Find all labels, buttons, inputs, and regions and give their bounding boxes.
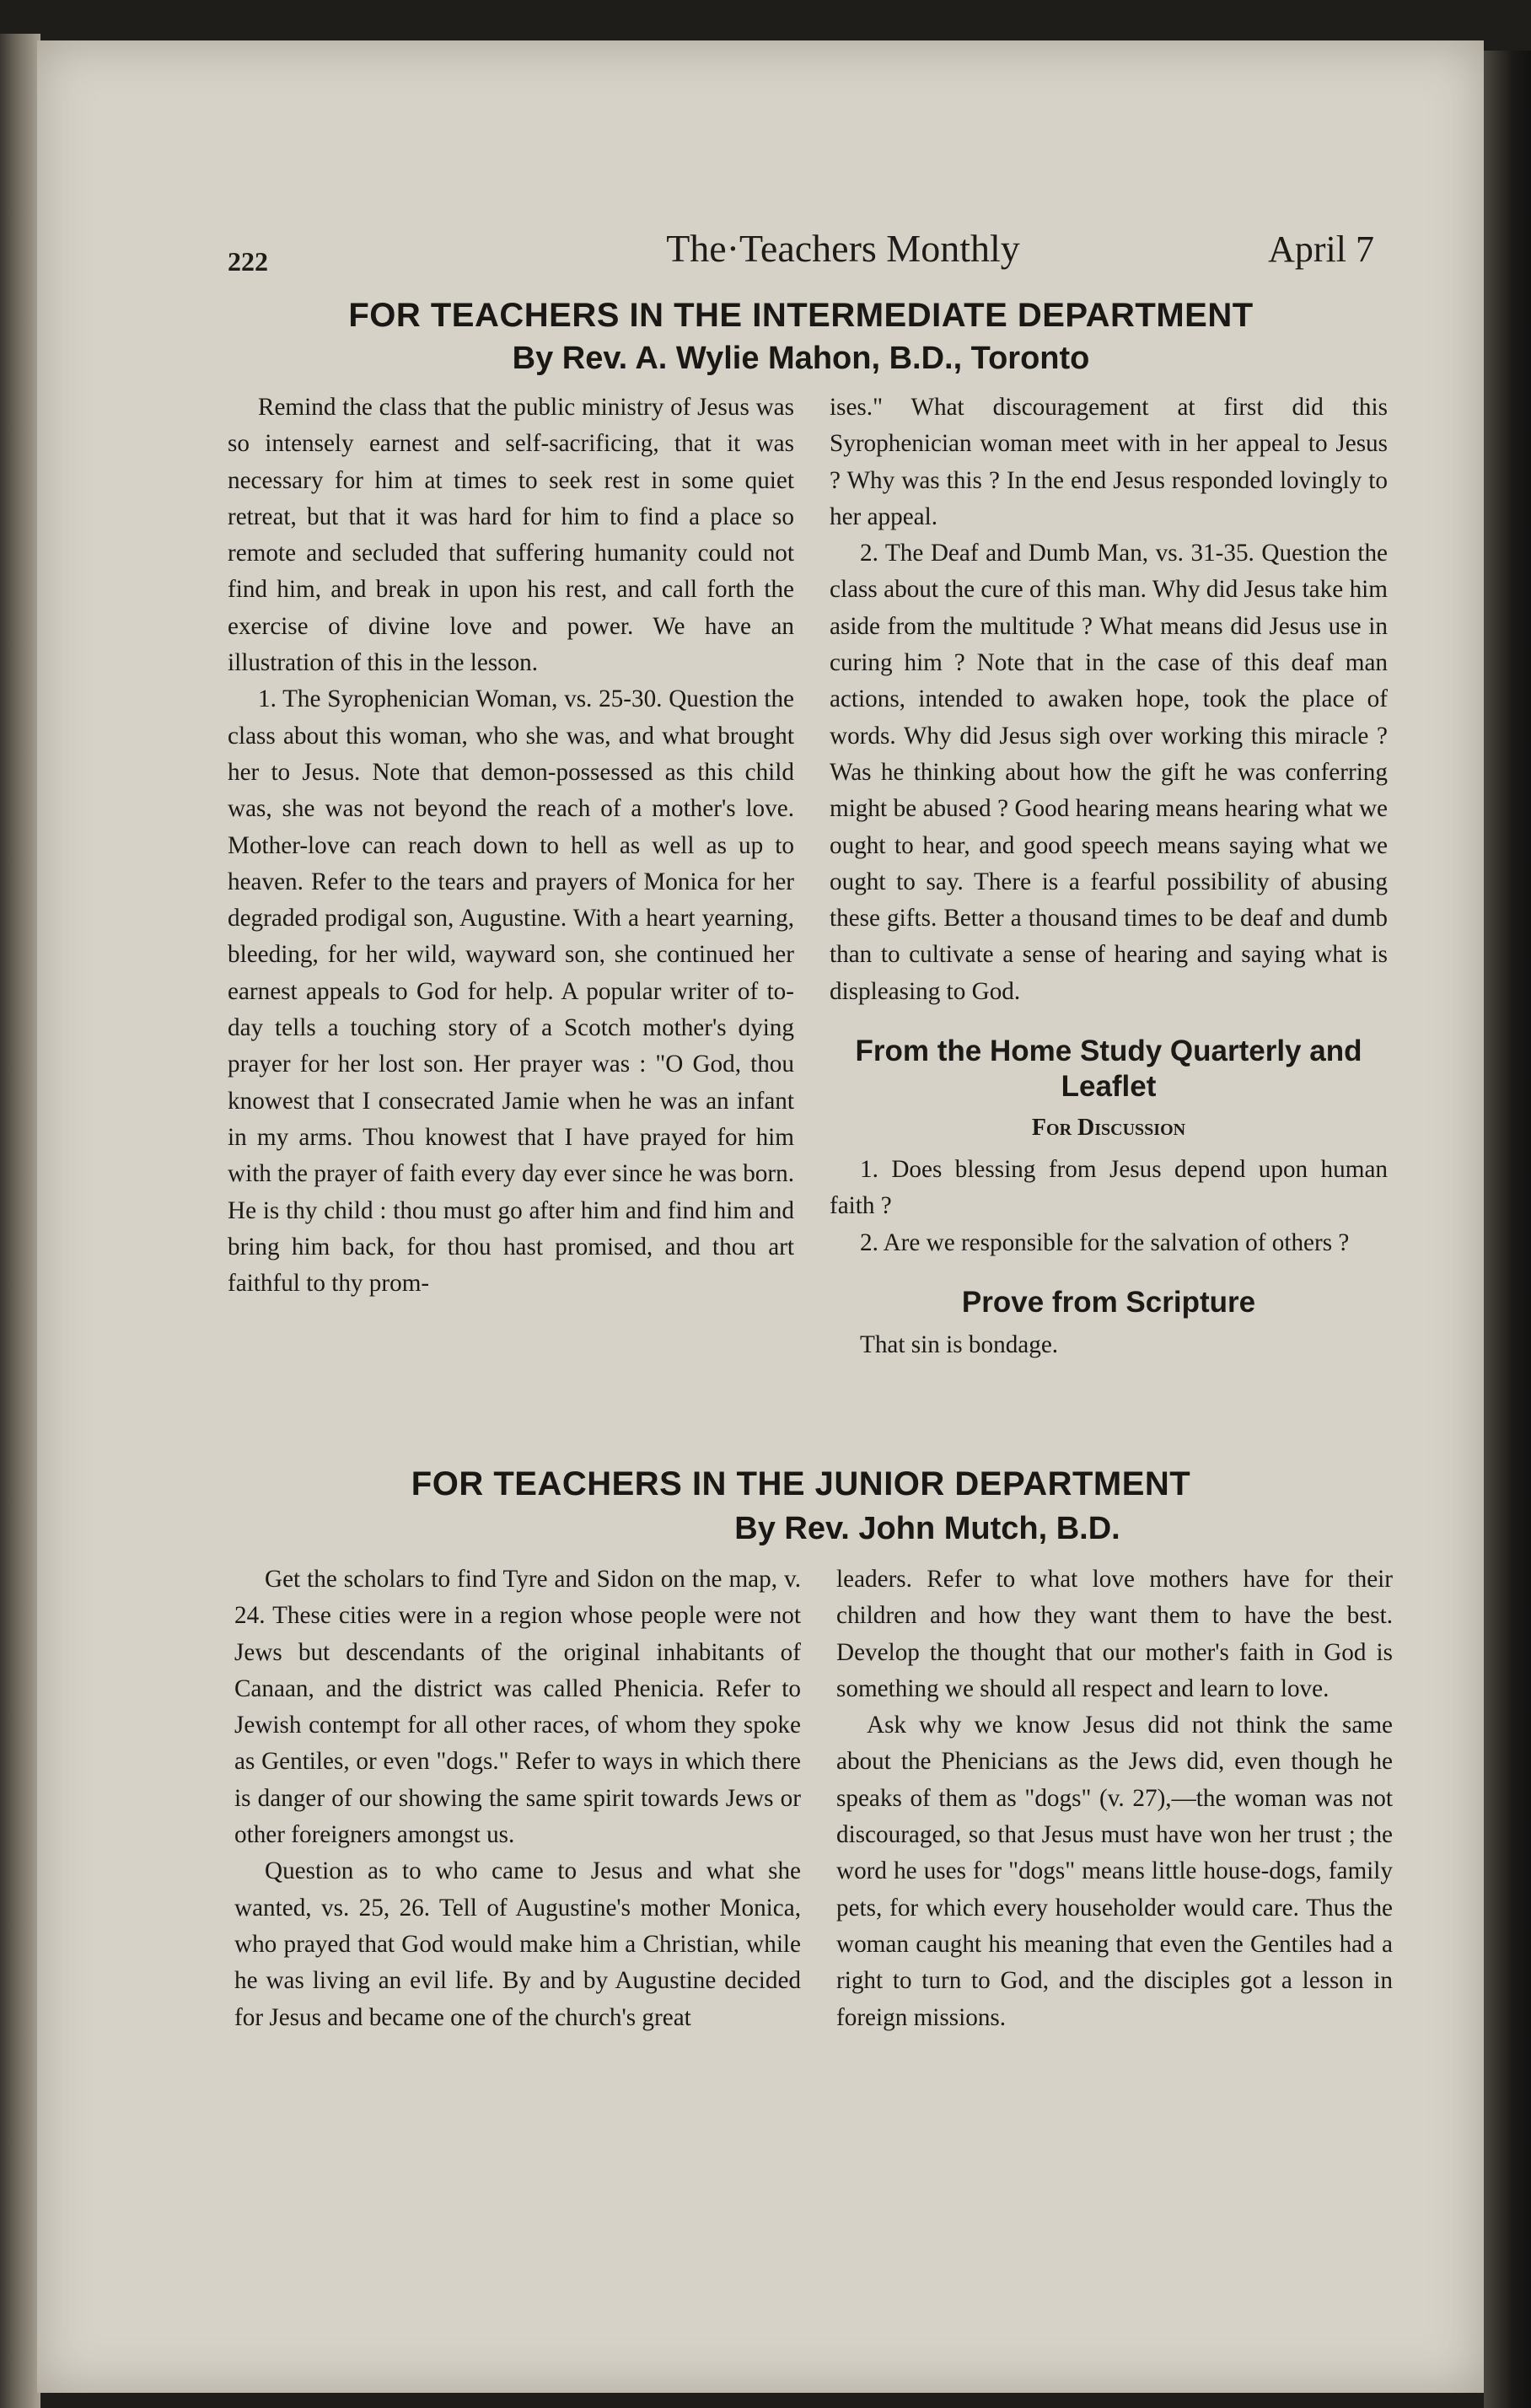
for-discussion-label: For Discussion [1031, 1115, 1186, 1142]
prove-heading: Prove from Scripture [961, 1285, 1256, 1319]
paragraph: ises." What discouragement at first did this Syrophenician woman meet with in her appeal to Jesus ? Why was this ? In the end Jesus responded lovingly to her appeal. [830, 394, 1388, 530]
paragraph: leaders. Refer to what love mothers have for their children and how they want them to have the best. Develop the thought that our mother's faith in God is something we should all respect and learn to love. [836, 1566, 1393, 1702]
paragraph: Question as to who came to Jesus and what she wanted, vs. 25, 26. Tell of Augustine's mother Monica, who prayed that God would make him a Christian, while he was living an evil life. By and by Augustine decided for Jesus and became one of the church's great [234, 1857, 801, 2031]
paragraph: Get the scholars to find Tyre and Sidon on the map, v. 24. These cities were in a region whose people were not Jews but descendants of the original inhabitants of Canaan, and the district was called Phenicia. Refer to Jewish contempt for all other races, of whom they spoke as Gentiles, or even "dogs." Refer to ways in which there is danger of our showing the same spirit towards Jews or other foreigners amongst us. [234, 1566, 801, 1849]
page-number: 222 [228, 246, 268, 277]
journal-title: The·Teachers Monthly [666, 227, 1020, 270]
page-edge-shadow [1484, 51, 1531, 2408]
intermediate-heading: FOR TEACHERS IN THE INTERMEDIATE DEPARTMENT [348, 297, 1254, 334]
paragraph: Ask why we know Jesus did not think the same about the Phenicians as the Jews did, even though he speaks of them as "dogs" (v. 27),—the woman was not discouraged, so that Jesus must have won her trust ; the word he uses for "dogs" means little house-dogs, family pets, for which every householder would care. Thus the woman caught his meaning that even the Gentiles had a right to turn to God, and the disciples got a lesson in foreign missions. [836, 1712, 1393, 2031]
junior-heading: FOR TEACHERS IN THE JUNIOR DEPARTMENT [411, 1465, 1191, 1502]
intermediate-byline: By Rev. A. Wylie Mahon, B.D., Toronto [512, 341, 1090, 376]
junior-byline: By Rev. John Mutch, B.D. [734, 1511, 1120, 1546]
junior-left-column [234, 1561, 801, 2036]
paragraph: Remind the class that the public ministry of Jesus was so intensely earnest and self-sacrificing, that it was necessary for him at times to seek rest in some quiet retreat, but that it was hard for him to find a place so remote and secluded that suffering humanity could not find him, and break in upon his rest, and call forth the exercise of divine love and power. We have an illustration of this in the lesson. [228, 394, 794, 677]
intermediate-left-column [228, 390, 794, 1302]
paragraph: 2. The Deaf and Dumb Man, vs. 31-35. Question the class about the cure of this man. Why did Jesus take him aside from the multitude ? What means did Jesus use in curing him ? Note that in the case of this deaf man actions, intended to awaken hope, took the place of words. Why did Jesus sigh over working this miracle ? Was he thinking about how the gift he was conferring might be abused ? Good hearing means hearing what we ought to hear, and good speech means saying what we ought to say. There is a fearful possibility of abusing these gifts. Better a thousand times to be deaf and dumb than to cultivate a sense of hearing and saying what is displeasing to God. [830, 540, 1388, 1005]
prove-text: That sin is bondage. [860, 1330, 1059, 1358]
book-binding-edge [0, 34, 40, 2408]
home-study-heading: From the Home Study Quarterly and Leaflet [855, 1035, 1362, 1104]
issue-date: April 7 [1268, 228, 1374, 270]
discussion-item: 1. Does blessing from Jesus depend upon human faith ? [830, 1156, 1388, 1220]
paragraph: 1. The Syrophenician Woman, vs. 25-30. Question the class about this woman, who she was, and what brought her to Jesus. Note that demon-possessed as this child was, she was not beyond the reach of a mother's love. Mother-love can reach down to hell as well as up to heaven. Refer to the tears and prayers of Monica for her degraded prodigal son, Augustine. With a heart yearning, bleeding, for her wild, wayward son, she continued her earnest appeals to God for help. A popular writer of to-day tells a touching story of a Scotch mother's dying prayer for her lost son. Her prayer was : "O God, thou knowest that I consecrated Jamie when he was an infant in my arms. Thou knowest that I have prayed for him with the prayer of faith every day ever since he was born. He is thy child : thou must go after him and find him and bring him back, for thou hast promised, and thou art faithful to thy prom- [228, 685, 794, 1298]
discussion-item: 2. Are we responsible for the salvation of others ? [860, 1228, 1350, 1256]
junior-right-column [836, 1561, 1393, 2036]
intermediate-right-column [830, 390, 1388, 1363]
running-header [228, 226, 1374, 285]
